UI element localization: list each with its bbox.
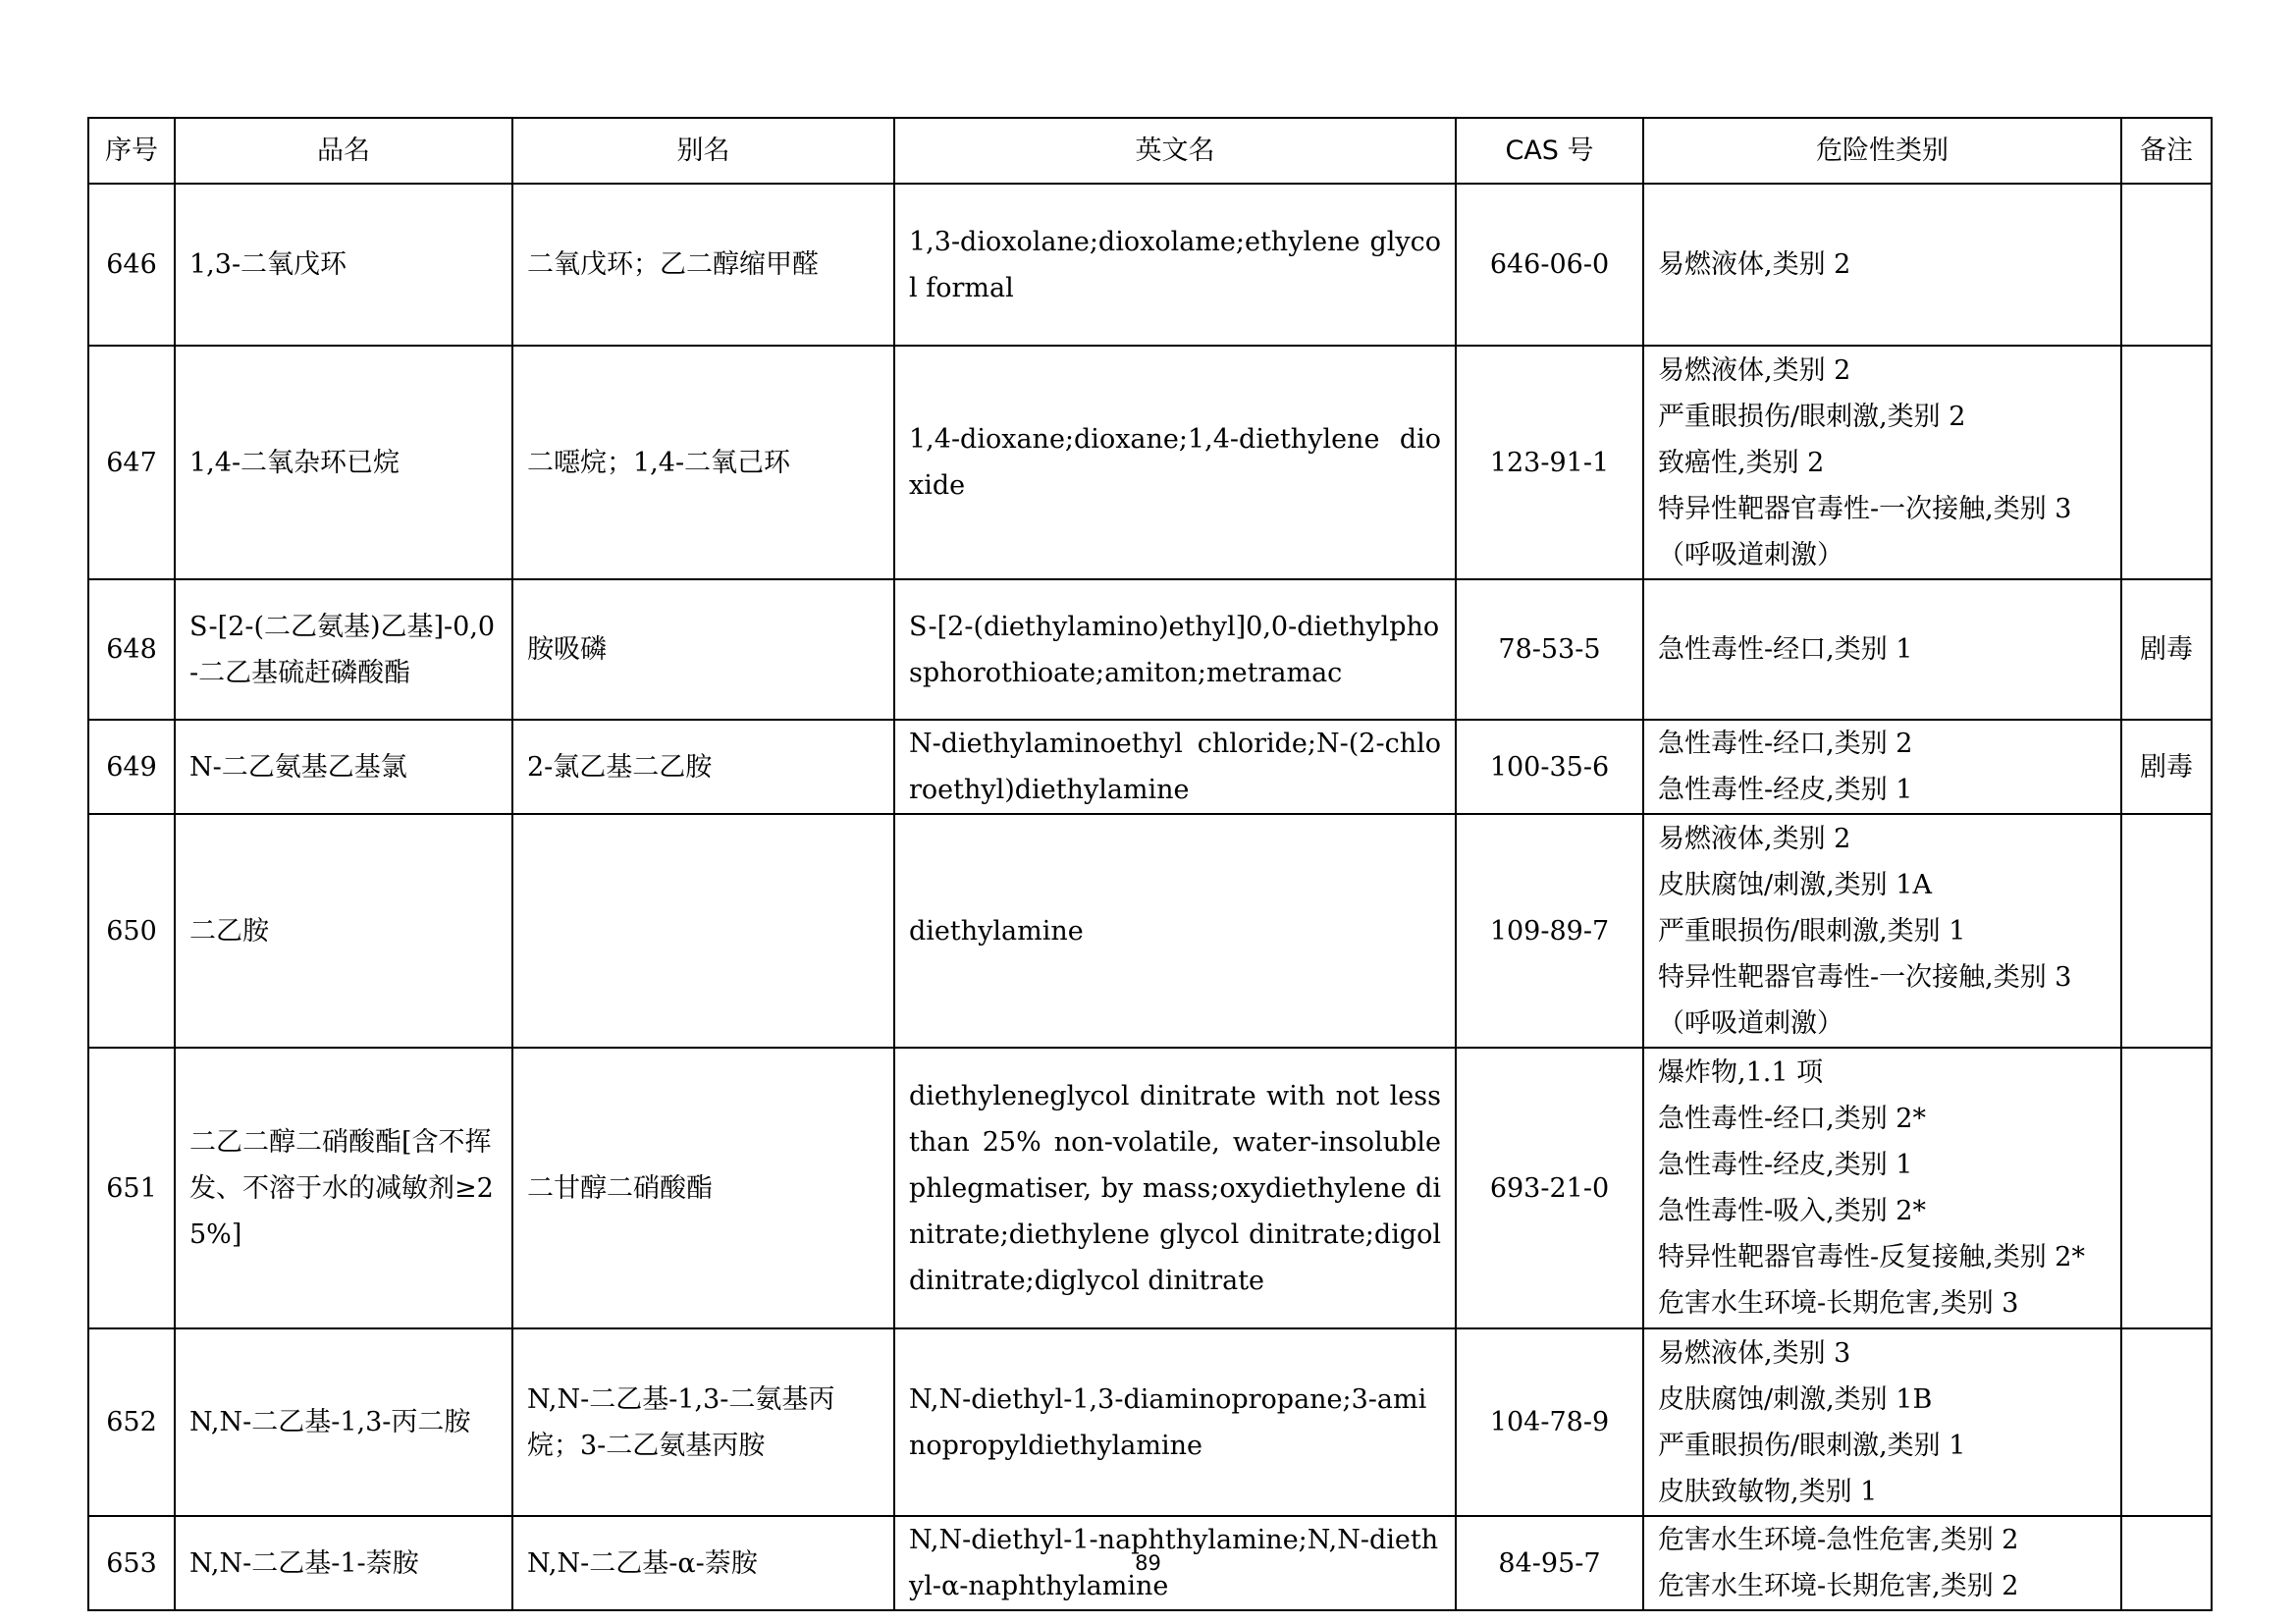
header-hazard-category: 危险性类别: [1643, 118, 2121, 184]
hazard-line: 皮肤腐蚀/刺激,类别 1B: [1658, 1383, 1933, 1415]
cell-serial-number: 646: [88, 184, 175, 346]
cell-remark: [2121, 346, 2212, 579]
table-header-row: [88, 118, 2212, 184]
hazard-line: 急性毒性-经皮,类别 1: [1658, 1150, 1913, 1180]
cell-remark: [2121, 184, 2212, 346]
cell-cas-number: 646-06-0: [1456, 184, 1643, 346]
page-number: 89: [1135, 1551, 1161, 1575]
cell-serial-number: 648: [88, 579, 175, 720]
cell-hazard-category: [1643, 184, 2121, 346]
cell-serial-number: 653: [88, 1516, 175, 1610]
table-row: [88, 346, 2212, 579]
hazard-line: 易燃液体,类别 2: [1658, 249, 1851, 280]
cell-product-name: 1,4-二氧杂环已烷: [175, 346, 512, 579]
cell-product-name: N,N-二乙基-1,3-丙二胺: [175, 1328, 512, 1516]
cell-product-name: N,N-二乙基-1-萘胺: [175, 1516, 512, 1610]
cell-hazard-category: [1643, 346, 2121, 579]
cell-hazard-category: [1643, 720, 2121, 814]
cell-product-name: 1,3-二氧戊环: [175, 184, 512, 346]
cell-remark: [2121, 1048, 2212, 1328]
hazard-line: 急性毒性-经口,类别 2: [1658, 729, 1913, 759]
cell-cas-number: 109-89-7: [1456, 814, 1643, 1048]
cell-cas-number: 78-53-5: [1456, 579, 1643, 720]
hazard-line: 易燃液体,类别 3: [1658, 1337, 1851, 1369]
cell-product-name: 二乙胺: [175, 814, 512, 1048]
hazard-line: 危害水生环境-急性危害,类别 2: [1658, 1525, 2019, 1555]
hazard-line: 急性毒性-经口,类别 2*: [1658, 1104, 1926, 1134]
hazard-line: 易燃液体,类别 2: [1658, 823, 1851, 854]
cell-product-name: N-二乙氨基乙基氯: [175, 720, 512, 814]
cell-cas-number: 123-91-1: [1456, 346, 1643, 579]
hazard-line: 急性毒性-吸入,类别 2*: [1658, 1196, 1926, 1226]
table-row: [88, 579, 2212, 720]
cell-cas-number: 84-95-7: [1456, 1516, 1643, 1610]
cell-alias: 二噁烷；1,4-二氧己环: [512, 346, 894, 579]
hazard-line: 爆炸物,1.1 项: [1658, 1057, 1824, 1088]
header-remarks: 备注: [2121, 118, 2212, 184]
cell-alias: 胺吸磷: [512, 579, 894, 720]
cell-serial-number: 647: [88, 346, 175, 579]
cell-english-name: N-diethylaminoethyl chloride;N-(2-chloroethyl)diethylamine: [894, 720, 1456, 814]
cell-english-name: S-[2-(diethylamino)ethyl]0,0-diethylphosphorothioate;amiton;metramac: [894, 579, 1456, 720]
hazard-line: 特异性靶器官毒性-一次接触,类别 3（呼吸道刺激）: [1658, 961, 2072, 1039]
cell-alias: 二甘醇二硝酸酯: [512, 1048, 894, 1328]
hazardous-chemicals-table: [87, 117, 2213, 1611]
hazard-line: 特异性靶器官毒性-一次接触,类别 3（呼吸道刺激）: [1658, 493, 2072, 570]
cell-hazard-category: [1643, 1048, 2121, 1328]
cell-serial-number: 652: [88, 1328, 175, 1516]
cell-product-name: S-[2-(二乙氨基)乙基]-0,0-二乙基硫赶磷酸酯: [175, 579, 512, 720]
cell-serial-number: 650: [88, 814, 175, 1048]
hazard-line: 严重眼损伤/眼刺激,类别 1: [1658, 915, 1966, 947]
table-row: [88, 1048, 2212, 1328]
hazard-line: 严重眼损伤/眼刺激,类别 2: [1658, 401, 1966, 432]
cell-alias: N,N-二乙基-1,3-二氨基丙烷；3-二乙氨基丙胺: [512, 1328, 894, 1516]
cell-product-name: 二乙二醇二硝酸酯[含不挥发、不溶于水的减敏剂≥25%]: [175, 1048, 512, 1328]
cell-remark: [2121, 1328, 2212, 1516]
table-row: [88, 1328, 2212, 1516]
cell-cas-number: 104-78-9: [1456, 1328, 1643, 1516]
cell-serial-number: 651: [88, 1048, 175, 1328]
hazard-line: 危害水生环境-长期危害,类别 3: [1658, 1288, 2019, 1319]
table-row: [88, 720, 2212, 814]
hazard-line: 急性毒性-经口,类别 1: [1658, 634, 1913, 665]
header-serial-number: 序号: [88, 118, 175, 184]
cell-remark: 剧毒: [2121, 579, 2212, 720]
cell-english-name: diethylamine: [894, 814, 1456, 1048]
cell-alias: N,N-二乙基-α-萘胺: [512, 1516, 894, 1610]
header-product-name: 品名: [175, 118, 512, 184]
table-row: [88, 814, 2212, 1048]
cell-hazard-category: [1643, 1328, 2121, 1516]
cell-english-name: diethyleneglycol dinitrate with not less than 25% non-volatile, water-insoluble phlegmatiser, by mass;oxydiethylene dinitrate;diethylene glycol dinitrate;digol dinitrate;diglycol dinitrate: [894, 1048, 1456, 1328]
cell-cas-number: 100-35-6: [1456, 720, 1643, 814]
hazard-line: 皮肤致敏物,类别 1: [1658, 1476, 1878, 1507]
cell-alias: 二氧戊环；乙二醇缩甲醛: [512, 184, 894, 346]
cell-serial-number: 649: [88, 720, 175, 814]
cell-cas-number: 693-21-0: [1456, 1048, 1643, 1328]
hazard-line: 皮肤腐蚀/刺激,类别 1A: [1658, 869, 1932, 900]
cell-hazard-category: [1643, 814, 2121, 1048]
table-row: [88, 184, 2212, 346]
hazard-line: 易燃液体,类别 2: [1658, 354, 1851, 386]
cell-english-name: 1,3-dioxolane;dioxolame;ethylene glycol formal: [894, 184, 1456, 346]
header-cas-number: CAS 号: [1456, 118, 1643, 184]
cell-english-name: N,N-diethyl-1-naphthylamine;N,N-diethyl-α-naphthylamine: [894, 1516, 1456, 1610]
cell-alias: 2-氯乙基二乙胺: [512, 720, 894, 814]
hazard-line: 危害水生环境-长期危害,类别 2: [1658, 1571, 2019, 1601]
cell-alias: [512, 814, 894, 1048]
cell-hazard-category: [1643, 579, 2121, 720]
cell-english-name: 1,4-dioxane;dioxane;1,4-diethylene dioxide: [894, 346, 1456, 579]
hazard-line: 严重眼损伤/眼刺激,类别 1: [1658, 1430, 1966, 1461]
header-alias: 别名: [512, 118, 894, 184]
cell-remark: [2121, 814, 2212, 1048]
cell-english-name: N,N-diethyl-1,3-diaminopropane;3-aminopropyldiethylamine: [894, 1328, 1456, 1516]
cell-remark: 剧毒: [2121, 720, 2212, 814]
hazard-line: 致癌性,类别 2: [1658, 447, 1825, 478]
hazard-line: 急性毒性-经皮,类别 1: [1658, 775, 1913, 805]
header-english-name: 英文名: [894, 118, 1456, 184]
hazard-line: 特异性靶器官毒性-反复接触,类别 2*: [1658, 1242, 2085, 1272]
